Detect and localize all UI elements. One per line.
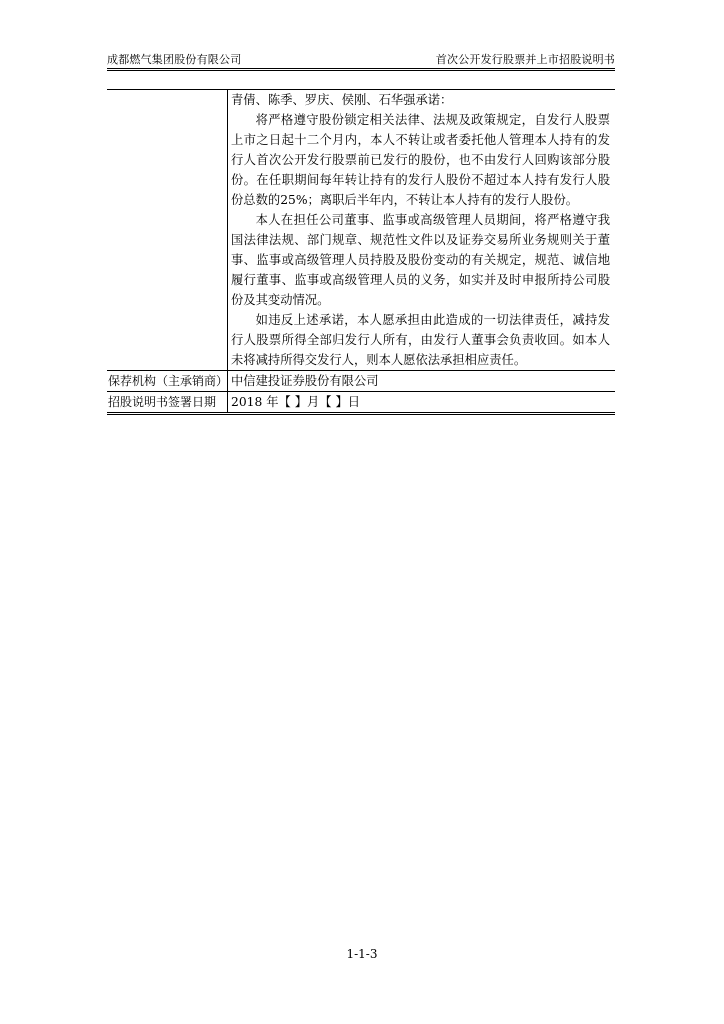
commitment-row [107, 90, 615, 371]
sign-date-value: 2018 年【 】月【 】日 [231, 395, 361, 409]
sponsor-value: 中信建投证券股份有限公司 [231, 374, 379, 388]
commitment-liability-paragraph: 如违反上述承诺，本人愿承担由此造成的一切法律责任，减持发行人股票所得全部归发行人所有，由发行人董事会负责收回。如本人未将减持所得交发行人，则本人愿依法承担相应责任。 [231, 313, 610, 367]
sign-date-label: 招股说明书签署日期 [107, 392, 228, 412]
header-document-title: 首次公开发行股票并上市招股说明书 [435, 53, 615, 66]
prospectus-info-table [107, 89, 615, 415]
commitment-label [107, 90, 228, 370]
sponsor-label: 保荐机构（主承销商） [107, 371, 228, 391]
commitment-intro: 青倩、陈季、罗庆、侯刚、石华强承诺： [231, 93, 453, 107]
header-company-name: 成都燃气集团股份有限公司 [107, 53, 242, 66]
page-number: 1-1-3 [346, 947, 378, 961]
header-rule-thin [107, 70, 615, 71]
sponsor-row [107, 371, 615, 392]
commitment-lockup-paragraph: 将严格遵守股份锁定相关法律、法规及政策规定，自发行人股票上市之日起十二个月内，本人不转让或者委托他人管理本人持有的发行人首次公开发行股票前已发行的股份，也不由发行人回购该部分股份。在任职期间每年转让持有的发行人股份不超过本人持有发行人股份总数的25%；离职后半年内，不转让本人持有的发行人股份。 [231, 113, 610, 207]
commitment-compliance-paragraph: 本人在担任公司董事、监事或高级管理人员期间，将严格遵守我国法律法规、部门规章、规范性文件以及证券交易所业务规则关于董事、监事或高级管理人员持股及股份变动的有关规定，规范、诚信地履行董事、监事或高级管理人员的义务，如实并及时申报所持公司股份及其变动情况。 [231, 213, 610, 307]
sign-date-row [107, 392, 615, 412]
header-rule [107, 68, 615, 69]
commitment-content [228, 90, 615, 370]
